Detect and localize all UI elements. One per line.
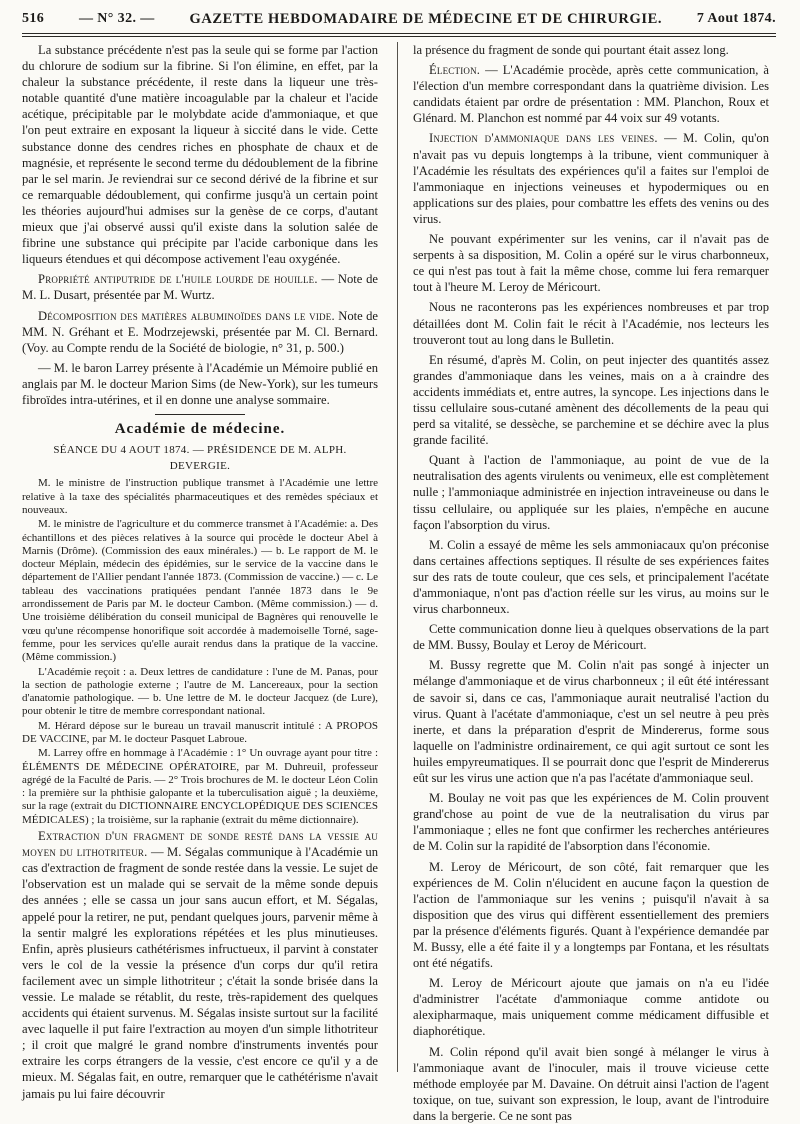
section-divider [155, 414, 245, 415]
page-number: 516 [22, 11, 45, 26]
page-header [22, 6, 776, 32]
subheading-injection-ammoniaque: Injection d'ammoniaque dans les veines. [429, 131, 658, 146]
paragraph: Cette communication donne lieu à quelques observations de la part de MM. Bussy, Boulay et Leroy de Méricourt. [413, 622, 769, 653]
paragraph-extraction-sonde: Extraction d'un fragment de sonde resté dans la vessie au moyen du lithotriteur. — M. Ségalas communique à l'Académie un cas d'extraction de fragment de sonde restée dans la vessie. Le sujet de l'observation est un malade qui se servait de la même sonde depuis des années ; elle se cassa un jour sans aucun effort, et M. Ségalas, appelé pour la retirer, ne put, pendant quelques jours, parvenir même à la sentir malgré les explorations répétées et les plus minutieuses. Enfin, après plusieurs cathétérismes infructueux, il parvint à constater vers le col de la vessie la présence d'un corps dur qu'il retira facilement avec un simple lithotriteur ; c'était la sonde brisée dans la vessie. Le malade se rétablit, du reste, très-rapidement des quelques accidents qui étaient survenus. M. Ségalas insiste surtout sur la facilité avec laquelle il put faire l'extraction au moyen d'un simple lithotriteur ; il croit que malgré le grand nombre d'instruments inventés pour extraire les corps étrangers de la vessie, c'est encore ce qu'il y a de mieux. M. Ségalas fait, en outre, remarquer que le cathétérisme n'avait jamais pu lui faire découvrir [22, 829, 378, 1101]
paragraph-continuation: la présence du fragment de sonde qui pourtant était assez long. [413, 43, 729, 57]
paragraph: M. Leroy de Méricourt, de son côté, fait remarquer que les expériences de M. Colin n'élucident en aucune façon la question de l'action de l'ammoniaque sur les venins ; puisqu'il n'avait à sa disposition que des virus qui diffèrent essentiellement des premiers par la présence d'éléments figurés. Quant à l'expérience demandée par M. Bussy, elle a été faite il y a longtemps par Fontana, et les résultats ont été négatifs. [413, 859, 769, 971]
paragraph: M. Leroy de Méricourt ajoute que jamais on n'a eu l'idée d'administrer l'acétate d'ammoniaque comme antidote ou alexipharmaque, mais uniquement comme médicament diffusible et diaphorétique. [413, 976, 769, 1039]
issue-date: 7 Aout 1874. [696, 11, 776, 26]
subheading-huile-lourde: Propriété antiputride de l'huile lourde de houille. [38, 272, 318, 287]
subheading-extraction-sonde: Extraction d'un fragment de sonde resté dans la vessie au moyen du lithotriteur. [22, 829, 378, 860]
correspondence-item: M. Hérard dépose sur le bureau un travail manuscrit intitulé : A PROPOS DE VACCINE, par M. le docteur Pasquet Labroue. [22, 719, 378, 745]
paragraph-fibrine: La substance précédente n'est pas la seule qui se forme par l'action du chlorure de sodium sur la fibrine. Si l'on élimine, en effet, par la chaleur la substance précédente, il reste dans la liqueur une très-notable quantité d'une matière incoagulable par la chaleur et l'acide acétique, précipitable par le molybdate acide d'ammoniaque, et que l'on peut extraire en exposant la liqueur à siccité dans le vide. Cette substance donne des cendres riches en phosphate de chaux et de magnésie, et représente le second terme du dédoublement de la fibrine par le sel marin. Je reviendrai sur ce second dérivé de la fibrine et sur ce remarquable dédoublement, qui confirme jusqu'à un certain point les théories aujourd'hui admises sur la genèse de ce corps, d'autant mieux que j'ai observé aussi qu'il existe dans la solution salée de fibrine une substance qui précipite par l'acide carbonique dans les liqueurs étendues et qui décompose activement l'eau oxygénée. [22, 43, 378, 267]
header-rule [22, 33, 776, 37]
correspondence-item: M. Larrey offre en hommage à l'Académie : 1° Un ouvrage ayant pour titre : ÉLÉMENTS DE MÉDECINE OPÉRATOIRE, par M. Duhreuil, professeur agrégé de la Faculté de Paris. — 2° Trois brochures de M. le docteur Léon Colin : la première sur la phthisie galopante et la tuberculisation aiguë ; la deuxième, sur la rage (extrait du DICTIONNAIRE ENCYCLOPÉDIQUE DES SCIENCES MÉDICALES) ; la troisième, sur la raphanie (extrait du même dictionnaire). [22, 747, 378, 826]
section-title: Académie de médecine. [114, 421, 286, 438]
correspondence-item: M. le ministre de l'instruction publique transmet à l'Académie une lettre relative à la taxe des spécialités pharmaceutiques et des remèdes spéciaux et nouveaux. [22, 477, 378, 516]
paragraph-injection-ammoniaque: Injection d'ammoniaque dans les veines. — M. Colin, qu'on n'avait pas vu depuis longtemps à la tribune, vient communiquer à l'Académie les résultats des expériences qu'il a faites sur l'emploi de l'ammoniaque en injections veineuses et hypodermiques ou en applications sur des plaies, pour combattre les effets des venins ou des virus. [413, 131, 769, 226]
seance-line: SÉANCE DU 4 AOUT 1874. — PRÉSIDENCE DE M. ALPH. DEVERGIE. [53, 444, 347, 473]
column-divider [397, 42, 398, 1072]
paragraph: M. Boulay ne voit pas que les expériences de M. Colin prouvent grand'chose au point de vue de la neutralisation du virus par l'ammoniaque ; elles ne font que confirmer les recherches antérieures de M. Colin sur la rapidité de l'absorption dans l'économie. [413, 791, 769, 854]
paragraph: M. Colin répond qu'il avait bien songé à mélanger le virus à l'ammoniaque avant de l'inoculer, mais il trouve vicieuse cette méthode employée par M. Davaine. On détruit ainsi l'action de l'agent toxique, on tue, suivant son expression, le loup, avant de l'introduire dans la bergerie. Ce ne sont pas [413, 1044, 769, 1123]
paragraph: Nous ne raconterons pas les expériences nombreuses et par trop détaillées dont M. Colin fait le récit à l'Académie, nos lecteurs les trouveront tout au long dans le Bulletin. [413, 300, 769, 347]
left-column [22, 42, 378, 1101]
subheading-albuminoides: Décomposition des matières albuminoïdes dans le vide. [38, 308, 335, 323]
paragraph-albuminoides: Décomposition des matières albuminoïdes dans le vide. Note de MM. N. Gréhant et E. Modrzejewski, présentée par M. Cl. Bernard. (Voy. au Compte rendu de la Société de biologie, n° 31, p. 500.) [22, 308, 378, 355]
journal-title: GAZETTE HEBDOMADAIRE DE MÉDECINE ET DE CHIRURGIE. [189, 10, 663, 27]
issue-number: — N° 32. — [78, 11, 155, 26]
paragraph-huile-lourde: Propriété antiputride de l'huile lourde de houille. — Note de M. L. Dusart, présentée par M. Wurtz. [22, 272, 378, 303]
paragraph: M. Bussy regrette que M. Colin n'ait pas songé à injecter un mélange d'ammoniaque et de virus charbonneux ; il eût été intéressant de savoir si, dans ce cas, l'ammoniaque aurait neutralisé l'action du virus. Quant à l'acétate d'ammoniaque, c'est un sel neutre à peu près inerte, et dans la préparation d'esprit de Mindererus, forme sous laquelle on l'administre ordinairement, ce qui agit surtout ce sont les huiles empyreumatiques. Il se pourrait donc que l'esprit de Mindererus eût sur les virus une action que n'a pas l'acétate d'ammoniaque seul. [413, 658, 769, 786]
paragraph: M. Colin a essayé de même les sels ammoniacaux qu'on préconise dans certaines affections septiques. Il résulte de ses expériences faites sur des rats de toute couleur, que ces sels, et principalement l'acétate d'ammoniaque, n'ont pas d'action réelle sur les virus, au moins sur le virus charbonneux. [413, 537, 769, 617]
right-column [413, 42, 769, 1123]
correspondence-item: L'Académie reçoit : a. Deux lettres de candidature : l'une de M. Panas, pour la section de pathologie externe ; l'autre de M. Lancereaux, pour la section d'anatomie pathologique. — b. Une lettre de M. le docteur Jacquez (de Lure), pour obtenir le titre de membre correspondant national. [22, 665, 378, 718]
subheading-election: Élection. [429, 63, 481, 78]
paragraph-larrey-memoire: — M. le baron Larrey présente à l'Académie un Mémoire publié en anglais par M. le docteur Marion Sims (de New-York), sur les tumeurs fibroïdes intra-utérines, et il en donne une analyse sommaire. [22, 360, 378, 407]
correspondence-block [22, 477, 378, 827]
correspondence-item: M. le ministre de l'agriculture et du commerce transmet à l'Académie: a. Des échantillons et des pièces relatives à la source qui procède le docteur Abel à Marnis (Drôme). (Commission des eaux minérales.) — b. Le rapport de M. le docteur Méplain, médecin des épidémies, sur le service de la vaccine dans le département de l'Allier pendant l'année 1873. (Commission de vaccine.) — c. Le tableau des vaccinations pratiquées pendant l'année 1873 dans le 9e arrondissement de Paris par M. le docteur Cambon. (Même commission.) — d. Une troisième délibération du conseil municipal de Bagnères qui renouvelle le vœu qu'une récompense honorifique soit accordée à mademoiselle Torné, sage-femme, pour les services qu'elle aurait rendus dans la pratique de la vaccine. (Même commission.) [22, 518, 378, 664]
paragraph: Ne pouvant expérimenter sur les venins, car il n'avait pas de serpents à sa disposition, M. Colin a opéré sur le virus charbonneux, ce qui n'est pas tout à fait la même chose, comme lui fera remarquer tout à l'heure M. Leroy de Méricourt. [413, 232, 769, 295]
paragraph: Quant à l'action de l'ammoniaque, au point de vue de la neutralisation des agents virulents ou venimeux, elle est complètement nulle ; l'ammoniaque administrée en injection intraveineuse ou dans le tissu cellulaire, ou appliquée sur les plaies, n'empêche en aucune façon l'absorption du virus. [413, 453, 769, 532]
paragraph: En résumé, d'après M. Colin, on peut injecter des quantités assez grandes d'ammoniaque dans les veines, mais on a à craindre des accidents immédiats et, entre autres, la syncope. Les injections dans le tissu cellulaire sous-cutané amènent des décollements de la peau qui perd sa vitalité, se dessèche, se parchemine et se déchire avec la plus grande facilité. [413, 352, 769, 448]
paragraph-election: Élection. — L'Académie procède, après cette communication, à l'élection d'un membre correspondant dans la quatrième division. Les candidats étaient par ordre de présentation : MM. Planchon, Roux et Glénard. M. Planchon est nommé par 44 voix sur 49 votants. [413, 63, 769, 126]
